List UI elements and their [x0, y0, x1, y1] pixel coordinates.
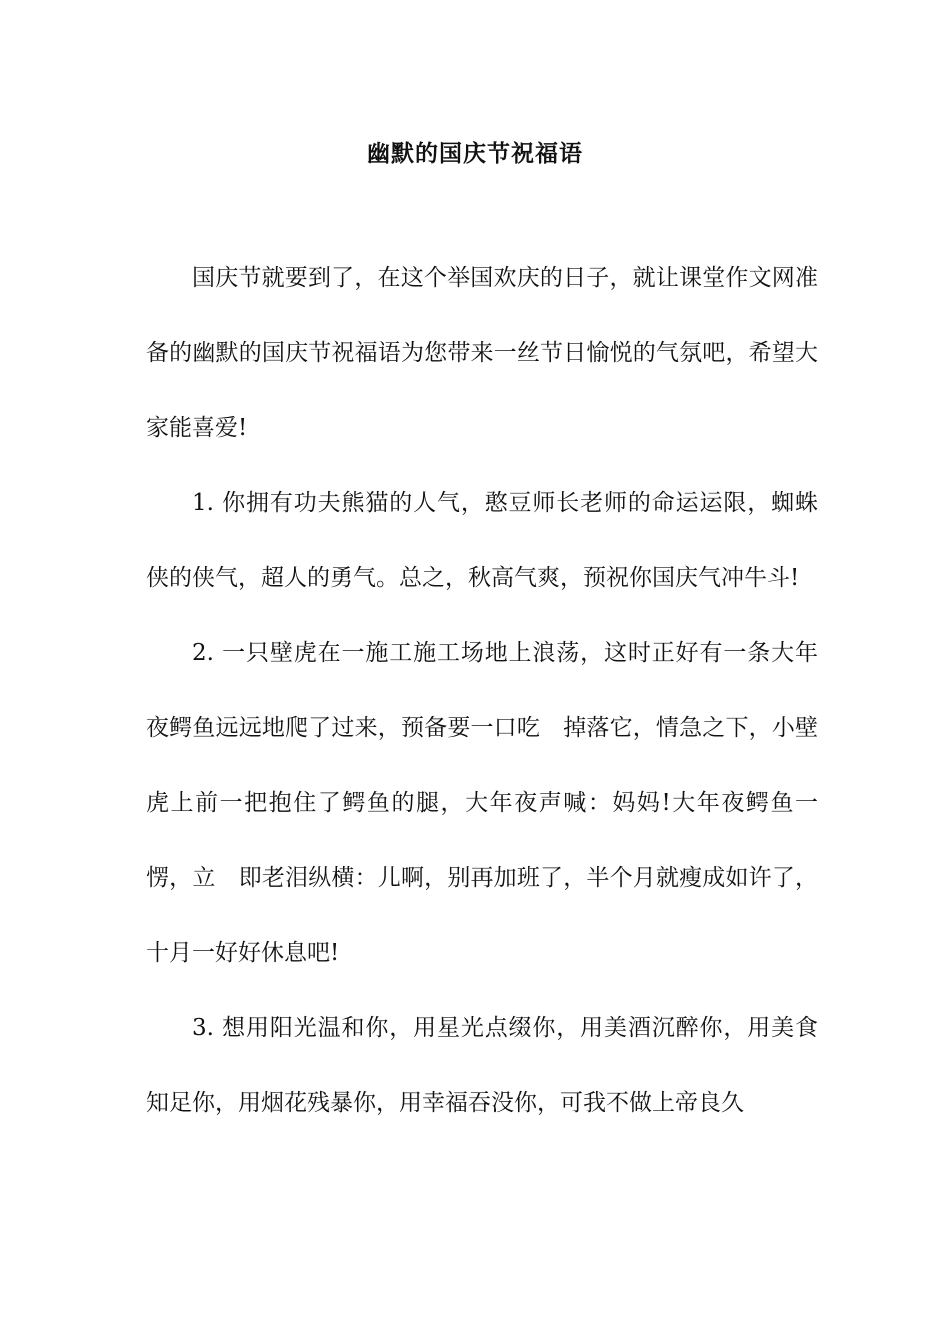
intro-paragraph: 国庆节就要到了，在这个举国欢庆的日子，就让课堂作文网准备的幽默的国庆节祝福语为您带来一丝节日愉悦的气氛吧，希望大家能喜爱!	[146, 265, 818, 441]
blessing-paragraph-3: 3. 想用阳光温和你，用星光点缀你，用美酒沉醉你，用美食知足你，用烟花残暴你，用幸福吞没你，可我不做上帝良久	[146, 1015, 818, 1116]
blessing-paragraph-1: 1. 你拥有功夫熊猫的人气，憨豆师长老师的命运运限，蜘蛛侠的侠气，超人的勇气。总之，秋高气爽，预祝你国庆气冲牛斗!	[146, 490, 818, 591]
document-title: 幽默的国庆节祝福语	[367, 140, 583, 167]
document-body	[146, 241, 818, 1141]
blessing-paragraph-2: 2. 一只壁虎在一施工施工场地上浪荡，这时正好有一条大年夜鳄鱼远远地爬了过来，预备要一口吃 掉落它，情急之下，小壁虎上前一把抱住了鳄鱼的腿，大年夜声喊：妈妈!大年夜鳄鱼一愣，立 即老泪纵横：儿啊，别再加班了，半个月就瘦成如许了，十月一好好休息吧!	[146, 640, 818, 966]
